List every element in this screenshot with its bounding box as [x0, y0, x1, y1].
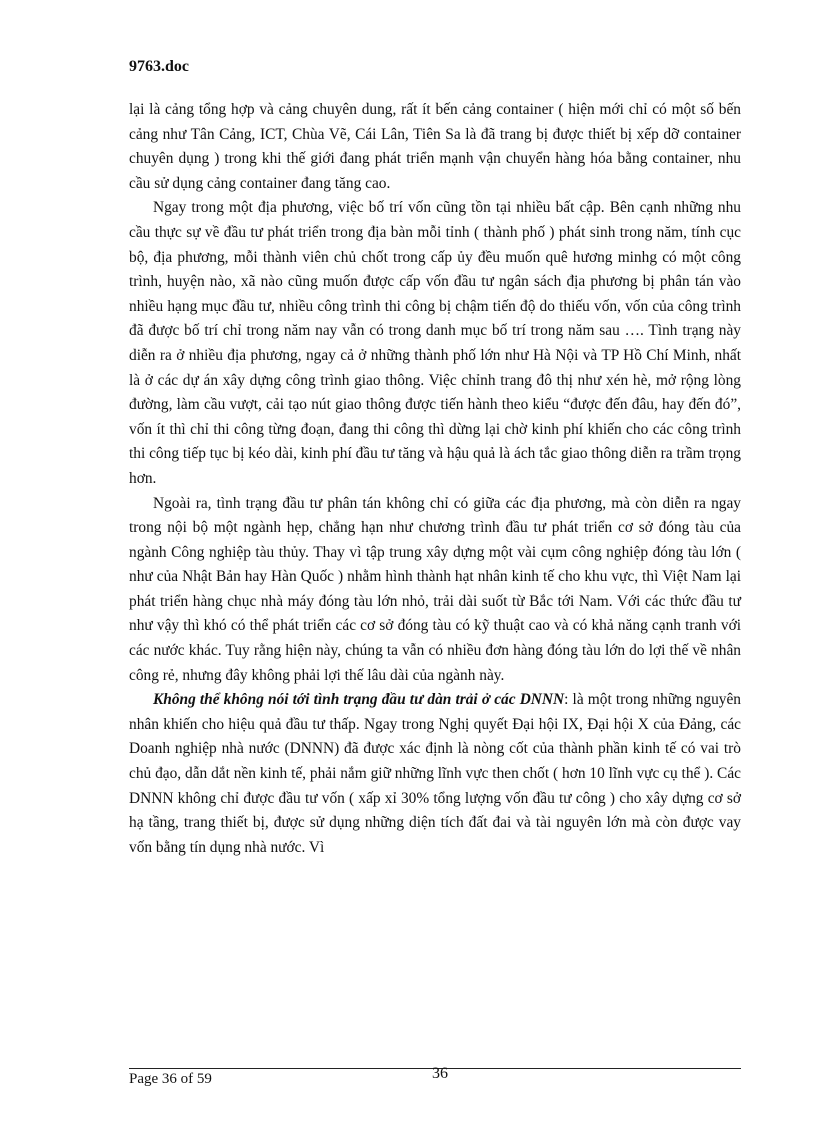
paragraph-2: Ngay trong một địa phương, việc bố trí vốn cũng tồn tại nhiều bất cập. Bên cạnh những nhu cầu thực sự về đầu tư phát triển trong địa bàn mỗi tỉnh ( thành phố ) phát sinh trong năm, tính cục bộ, địa phương, mỗi thành viên chủ chốt trong cấp ủy đều muốn quê hương minhg có một công trình, huyện nào, xã nào cũng muốn được cấp vốn đầu tư ngân sách địa phương bị phân tán vào nhiều hạng mục đầu tư, nhiều công trình thi công bị chậm tiến độ do thiếu vốn, vốn của công trình đã được bố trí chỉ trong năm nay vẫn có trong danh mục bố trí trong năm sau …. Tình trạng này diễn ra ở nhiều địa phương, ngay cả ở những thành phố lớn như Hà Nội và TP Hồ Chí Minh, nhất là ở các dự án xây dựng công trình giao thông. Việc chỉnh trang đô thị như xén hè, mở rộng lòng đường, làm cầu vượt, cải tạo nút giao thông được tiến hành theo kiểu “được đến đâu, hay đến đó”, vốn ít thì chỉ thi công từng đoạn, đang thi công thì dừng lại chờ kinh phí khiến cho các công trình thi công tiếp tục bị kéo dài, kinh phí đầu tư tăng và hậu quả là ách tắc giao thông diễn ra trầm trọng hơn.: [129, 199, 741, 487]
paragraph-4-lead: Không thể không nói tới tình trạng đầu tư dàn trải ở các DNNN: [153, 691, 565, 709]
footer-page-label: Page 36 of 59: [129, 1071, 212, 1087]
paragraph-3: Ngoài ra, tình trạng đầu tư phân tán không chỉ có giữa các địa phương, mà còn diễn ra ngay trong nội bộ một ngành hẹp, chẳng hạn như chương trình đầu tư phát triển cơ sở đóng tàu của ngành Công nghiệp tàu thủy. Thay vì tập trung xây dựng một vài cụm công nghiệp đóng tàu lớn ( như của Nhật Bản hay Hàn Quốc ) nhằm hình thành hạt nhân kinh tế cho khu vực, thì Việt Nam lại phát triển hàng chục nhà máy đóng tàu lớn nhỏ, trải dài suốt từ Bắc tới Nam. Với các thức đầu tư như vậy thì khó có thể phát triển các cơ sở đóng tàu có kỹ thuật cao và có khả năng cạnh tranh với các nước khác. Tuy rằng hiện này, chúng ta vẫn có nhiều đơn hàng đóng tàu lớn do lợi thế về nhân công rẻ, nhưng đây không phải lợi thế lâu dài của ngành này.: [129, 494, 741, 684]
paragraph-1: lại là cảng tổng hợp và cảng chuyên dung, rất ít bến cảng container ( hiện mới chỉ có một số bến cảng như Tân Cảng, ICT, Chùa Vẽ, Cái Lân, Tiên Sa là đã trang bị được thiết bị xếp dỡ container chuyên dụng ) trong khi thế giới đang phát triển mạnh vận chuyển hàng hóa bằng container, nhu cầu sử dụng cảng container đang tăng cao.: [129, 101, 741, 192]
paragraph-4: [129, 688, 741, 860]
document-body: [129, 98, 741, 860]
document-filename: 9763.doc: [129, 58, 189, 75]
footer-page-number: 36: [432, 1065, 448, 1082]
paragraph-4-text: : là một trong những nguyên nhân khiến cho hiệu quả đầu tư thấp. Ngay trong Nghị quyết Đại hội IX, Đại hội X của Đảng, các Doanh nghiệp nhà nước (DNNN) đã được xác định là nòng cốt của thành phần kinh tế có vai trò chủ đạo, dẫn dắt nền kinh tế, phải nắm giữ những lĩnh vực then chốt ( hơn 10 lĩnh vực cụ thể ). Các DNNN không chỉ được đầu tư vốn ( xấp xỉ 30% tổng lượng vốn đầu tư công ) cho xây dựng cơ sở hạ tầng, trang thiết bị, được sử dụng những diện tích đất đai và tài nguyên lớn mà còn được vay vốn bằng tín dụng nhà nước. Vì: [129, 691, 742, 856]
